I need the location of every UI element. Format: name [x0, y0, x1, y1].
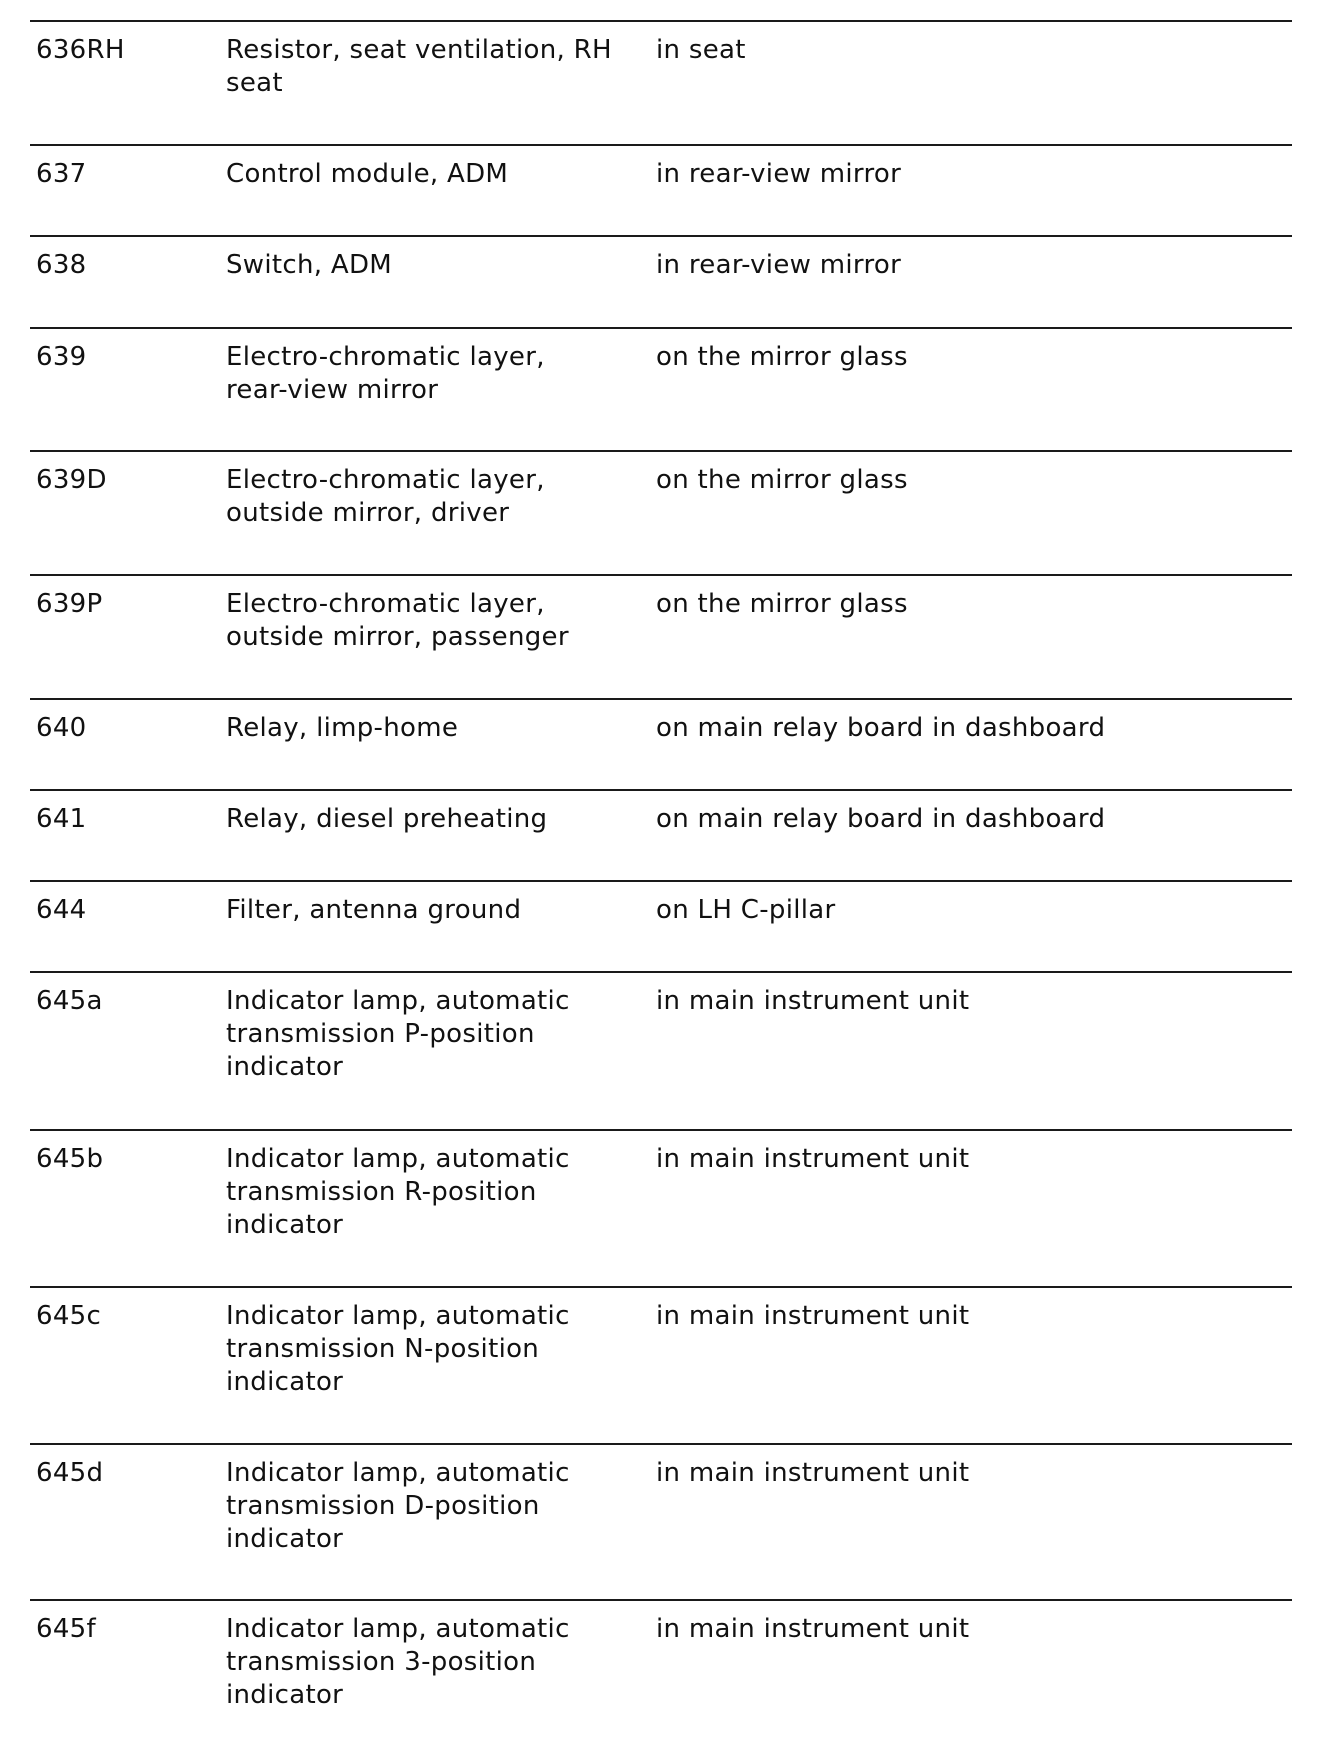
component-location: on the mirror glass: [656, 465, 908, 495]
table-row: [30, 235, 1292, 327]
component-description: Relay, limp-home: [226, 713, 459, 743]
table-row: [30, 574, 1292, 698]
component-description: Electro-chromatic layer, outside mirror, passenger: [226, 589, 569, 652]
component-location: on main relay board in dashboard: [656, 804, 1106, 834]
component-description: Switch, ADM: [226, 250, 393, 280]
table-row: [30, 327, 1292, 450]
component-location: in rear-view mirror: [656, 159, 902, 189]
component-table: [30, 20, 1292, 1729]
table-row: [30, 20, 1292, 144]
component-code: 639D: [36, 465, 107, 495]
component-description: Electro-chromatic layer, rear-view mirror: [226, 342, 545, 405]
component-description: Filter, antenna ground: [226, 895, 522, 925]
table-row: [30, 880, 1292, 971]
table-row: [30, 450, 1292, 574]
component-description: Relay, diesel preheating: [226, 804, 548, 834]
component-code: 644: [36, 895, 87, 925]
component-code: 645b: [36, 1144, 104, 1174]
component-code: 645d: [36, 1458, 104, 1488]
component-location: in main instrument unit: [656, 1301, 970, 1331]
table-row: [30, 698, 1292, 789]
component-code: 640: [36, 713, 87, 743]
component-code: 645f: [36, 1614, 96, 1644]
table-row: [30, 971, 1292, 1129]
component-code: 639P: [36, 589, 103, 619]
component-code: 636RH: [36, 35, 125, 65]
component-description: Indicator lamp, automatic transmission R-position indicator: [226, 1144, 570, 1240]
component-code: 641: [36, 804, 87, 834]
component-location: on the mirror glass: [656, 589, 908, 619]
component-location: on LH C-pillar: [656, 895, 836, 925]
table-row: [30, 1129, 1292, 1286]
component-location: in main instrument unit: [656, 1614, 970, 1644]
component-location: in seat: [656, 35, 746, 65]
component-code: 638: [36, 250, 87, 280]
component-code: 645a: [36, 986, 103, 1016]
component-description: Electro-chromatic layer, outside mirror, driver: [226, 465, 545, 528]
component-code: 639: [36, 342, 87, 372]
component-location: in main instrument unit: [656, 986, 970, 1016]
component-description: Indicator lamp, automatic transmission 3-position indicator: [226, 1614, 570, 1710]
component-location: in main instrument unit: [656, 1144, 970, 1174]
component-location: in rear-view mirror: [656, 250, 902, 280]
table-row: [30, 1286, 1292, 1443]
table-row: [30, 789, 1292, 880]
component-description: Resistor, seat ventilation, RH seat: [226, 35, 612, 98]
component-code: 645c: [36, 1301, 102, 1331]
component-location: on the mirror glass: [656, 342, 908, 372]
component-code: 637: [36, 159, 87, 189]
table-row: [30, 144, 1292, 235]
component-location: in main instrument unit: [656, 1458, 970, 1488]
component-description: Indicator lamp, automatic transmission D-position indicator: [226, 1458, 570, 1554]
table-row: [30, 1443, 1292, 1599]
component-location: on main relay board in dashboard: [656, 713, 1106, 743]
table-row: [30, 1599, 1292, 1729]
component-description: Control module, ADM: [226, 159, 509, 189]
component-description: Indicator lamp, automatic transmission N-position indicator: [226, 1301, 570, 1397]
component-description: Indicator lamp, automatic transmission P-position indicator: [226, 986, 570, 1082]
